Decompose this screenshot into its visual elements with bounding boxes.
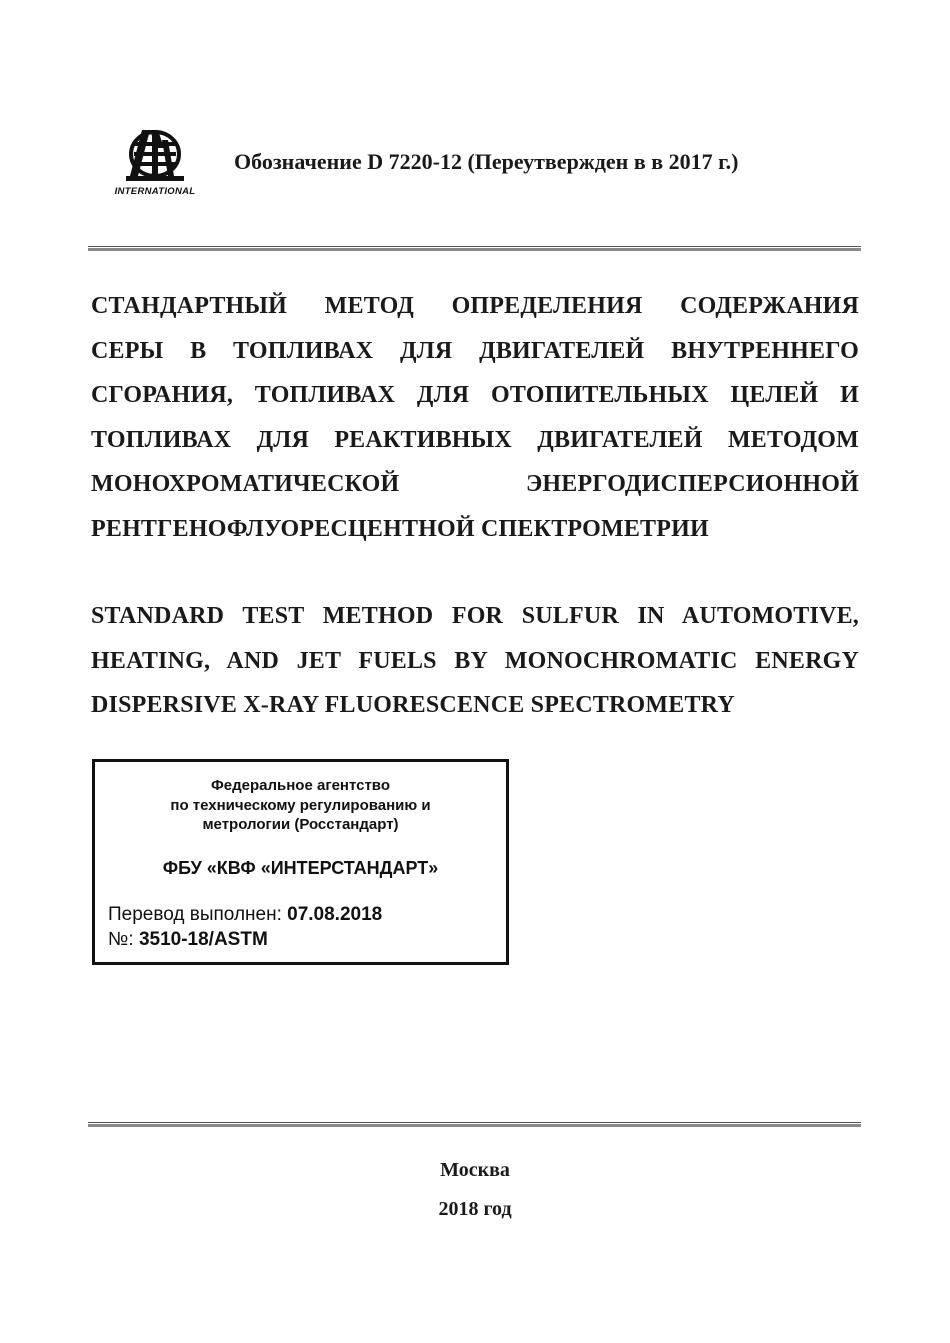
russian-title-line: СТАНДАРТНЫЙ МЕТОД ОПРЕДЕЛЕНИЯ СОДЕРЖАНИЯ: [91, 293, 859, 319]
russian-title-line: РЕНТГЕНОФЛУОРЕСЦЕНТНОЙ СПЕКТРОМЕТРИИ: [91, 515, 709, 542]
translation-date-value: 07.08.2018: [287, 904, 383, 925]
english-title-line: STANDARD TEST METHOD FOR SULFUR IN AUTOMOTIVE,: [91, 603, 859, 629]
translation-date-row: [108, 903, 382, 927]
astm-international-logo-icon: [112, 126, 198, 198]
document-designation: Обозначение D 7220-12 (Переутвержден в в 2017 г.): [234, 149, 739, 174]
russian-title-line: СЕРЫ В ТОПЛИВАХ ДЛЯ ДВИГАТЕЛЕЙ ВНУТРЕННЕГО: [91, 337, 859, 364]
russian-title-line: СГОРАНИЯ, ТОПЛИВАХ ДЛЯ ОТОПИТЕЛЬНЫХ ЦЕЛЕЙ И: [91, 382, 859, 408]
publication-year: 2018 год: [438, 1198, 512, 1220]
translation-number-value: 3510-18/ASTM: [138, 929, 268, 950]
agency-line: Федеральное агентство: [210, 777, 390, 794]
publication-city: Москва: [440, 1159, 510, 1181]
agency-line: метрологии (Росстандарт): [202, 816, 399, 833]
russian-title-line: МОНОХРОМАТИЧЕСКОЙ ЭНЕРГОДИСПЕРСИОННОЙ: [91, 471, 859, 497]
translation-date-label: Перевод выполнен:: [108, 904, 282, 925]
english-title-line: HEATING, AND JET FUELS BY MONOCHROMATIC ENERGY: [91, 647, 859, 674]
translation-number-label: №:: [108, 929, 134, 950]
agency-name: [95, 776, 506, 835]
russian-title-line: ТОПЛИВАХ ДЛЯ РЕАКТИВНЫХ ДВИГАТЕЛЕЙ МЕТОДОМ: [91, 426, 859, 453]
translation-number-row: [108, 928, 268, 952]
english-title: [91, 594, 859, 728]
top-divider: [88, 246, 861, 252]
agency-line: по техническому регулированию и: [170, 796, 431, 814]
russian-title: [91, 284, 859, 551]
bottom-divider: [88, 1122, 861, 1128]
english-title-line: DISPERSIVE X-RAY FLUORESCENCE SPECTROMETRY: [91, 692, 735, 718]
organization-name: ФБУ «КВФ «ИНТЕРСТАНДАРТ»: [162, 858, 439, 878]
translation-stamp: [92, 759, 509, 965]
svg-text:INTERNATIONAL: INTERNATIONAL: [114, 186, 196, 197]
